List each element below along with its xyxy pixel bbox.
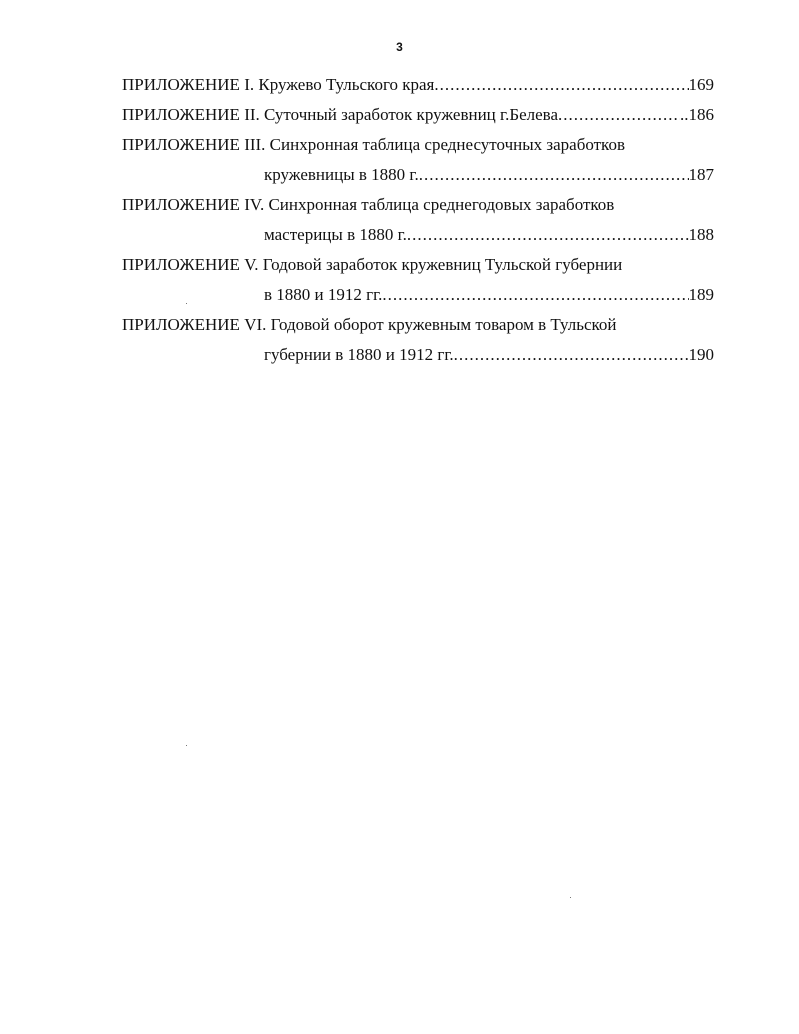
toc-entry-2 xyxy=(122,100,714,130)
toc-entry-label: ПРИЛОЖЕНИЕ III. Синхронная таблица среднесуточных заработков xyxy=(122,135,625,154)
toc-entry-continuation: в 1880 и 1912 гг. xyxy=(264,285,383,304)
toc-entry-continuation: мастерицы в 1880 г. xyxy=(264,225,407,244)
page-number: 3 xyxy=(396,40,403,54)
toc-entry-continuation: кружевницы в 1880 г. xyxy=(264,165,419,184)
toc-entry-label: ПРИЛОЖЕНИЕ VI. Годовой оборот кружевным товаром в Тульской xyxy=(122,315,617,334)
scan-speck xyxy=(570,897,571,898)
toc-entry-label: ПРИЛОЖЕНИЕ V. Годовой заработок кружевниц Тульской губернии xyxy=(122,255,623,274)
toc-entry-continuation: губернии в 1880 и 1912 гг. xyxy=(264,345,454,364)
toc-entry-6 xyxy=(122,310,714,340)
toc-entry-page: 187 xyxy=(688,165,714,184)
dot-leader xyxy=(407,220,689,250)
toc-entry-label: ПРИЛОЖЕНИЕ II. Суточный заработок кружевниц г.Белева xyxy=(122,105,558,124)
dot-leader xyxy=(558,100,680,130)
dot-leader xyxy=(382,280,688,310)
toc-entry-page: 169 xyxy=(688,75,714,94)
dot-leader xyxy=(454,340,689,370)
toc-entry-4-continuation xyxy=(122,220,714,250)
toc-entry-4 xyxy=(122,190,714,220)
toc-entry-label: ПРИЛОЖЕНИЕ IV. Синхронная таблица среднегодовых заработков xyxy=(122,195,615,214)
toc-entry-page: ..186 xyxy=(680,105,714,124)
scan-speck xyxy=(186,745,187,746)
toc-entry-page: 188 xyxy=(688,225,714,244)
toc-entry-label: ПРИЛОЖЕНИЕ I. Кружево Тульского края xyxy=(122,75,435,94)
toc-entry-5-continuation xyxy=(122,280,714,310)
dot-leader xyxy=(434,70,688,100)
toc-entry-page: 189 xyxy=(688,285,714,304)
toc-entry-5 xyxy=(122,250,714,280)
table-of-contents xyxy=(122,70,714,370)
toc-entry-1 xyxy=(122,70,714,100)
toc-entry-3 xyxy=(122,130,714,160)
dot-leader xyxy=(419,160,689,190)
scan-speck xyxy=(186,303,187,304)
toc-entry-page: 190 xyxy=(688,345,714,364)
toc-entry-3-continuation xyxy=(122,160,714,190)
toc-entry-6-continuation xyxy=(122,340,714,370)
